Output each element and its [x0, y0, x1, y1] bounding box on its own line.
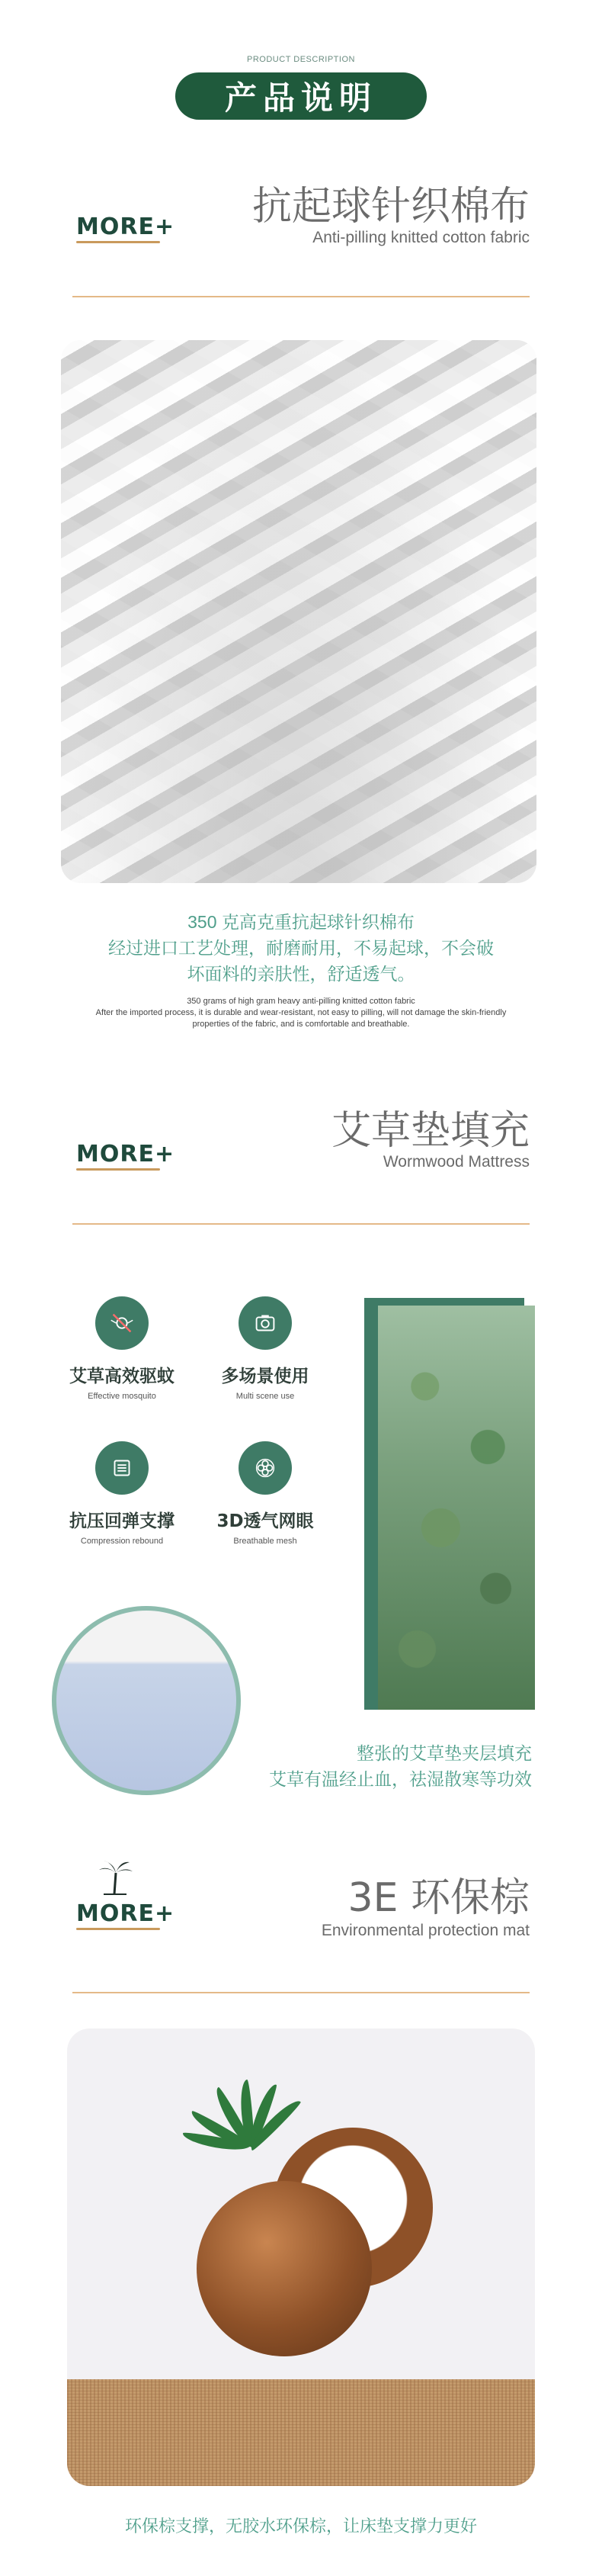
- feature-label: 抗压回弹支撑: [69, 1511, 175, 1531]
- feature-label: 多场景使用: [221, 1367, 309, 1386]
- section2-divider: [72, 1223, 530, 1225]
- section1-title: 抗起球针织棉布: [251, 184, 530, 230]
- desc-en-line: After the imported process, it is durable and wear-resistant, not easy to pilling, will not damage the skin-friendly: [95, 1008, 507, 1017]
- section2-caption: [269, 1740, 532, 1792]
- mesh-icon: [239, 1441, 292, 1495]
- feature-label: 3D透气网眼: [216, 1511, 314, 1531]
- mosquito-icon: [95, 1296, 149, 1350]
- layers-icon: [95, 1441, 149, 1495]
- section3-caption: 环保棕支撑，无胶水环保棕，让床垫支撑力更好: [124, 2517, 477, 2536]
- feature-mesh: [204, 1441, 326, 1546]
- feature-label-en: Breathable mesh: [233, 1537, 297, 1546]
- section2-subtitle: Wormwood Mattress: [383, 1153, 530, 1171]
- section1-desc-cn: [0, 909, 602, 987]
- desc-cn-line: 350 克高克重抗起球针织棉布: [187, 912, 415, 932]
- section1-subtitle: Anti-pilling knitted cotton fabric: [312, 229, 530, 246]
- more-logo: MORE+: [76, 214, 175, 240]
- caption-line: 整张的艾草垫夹层填充: [357, 1743, 532, 1763]
- feature-mosquito: [61, 1296, 183, 1401]
- section3-divider: [72, 1992, 530, 1993]
- mattress-closeup-circle: [52, 1606, 241, 1795]
- feature-label-en: Compression rebound: [80, 1537, 164, 1546]
- desc-en-line: 350 grams of high gram heavy anti-pilling knitted cotton fabric: [187, 997, 415, 1006]
- camera-icon: [239, 1296, 292, 1350]
- desc-cn-line: 经过进口工艺处理，耐磨耐用，不易起球，不会破: [108, 938, 494, 958]
- section3-subtitle: Environmental protection mat: [321, 1922, 530, 1939]
- page-title: 产品说明: [175, 72, 427, 120]
- feature-label-en: Effective mosquito: [88, 1392, 156, 1401]
- more-logo: MORE+: [76, 1141, 175, 1168]
- logo-underline: [76, 1168, 160, 1171]
- coconut-coir-photo: [67, 2028, 535, 2486]
- caption-line: 艾草有温经止血，祛湿散寒等功效: [269, 1769, 532, 1789]
- section2-title: 艾草垫填充: [331, 1108, 530, 1154]
- feature-label-en: Multi scene use: [235, 1392, 295, 1401]
- coir-layer: [67, 2379, 535, 2486]
- product-description-tag: PRODUCT DESCRIPTION: [247, 55, 355, 64]
- section1-divider: [72, 296, 530, 297]
- logo-underline: [76, 1928, 160, 1930]
- coconut-whole: [197, 2181, 372, 2356]
- logo-underline: [76, 241, 160, 243]
- palm-tree-icon: [96, 1858, 134, 1896]
- wormwood-photo: [378, 1306, 535, 1710]
- feature-compression: [61, 1441, 183, 1546]
- feature-label: 艾草高效驱蚊: [69, 1367, 175, 1386]
- desc-cn-line: 坏面料的亲肤性，舒适透气。: [187, 964, 415, 984]
- section1-desc-en: [0, 996, 602, 1030]
- more-logo: MORE+: [76, 1900, 175, 1927]
- feature-multi-scene: [204, 1296, 326, 1401]
- section3-title: 3E 环保棕: [347, 1875, 530, 1921]
- fabric-photo: [61, 340, 536, 883]
- desc-en-line: properties of the fabric, and is comfortable and breathable.: [192, 1020, 410, 1029]
